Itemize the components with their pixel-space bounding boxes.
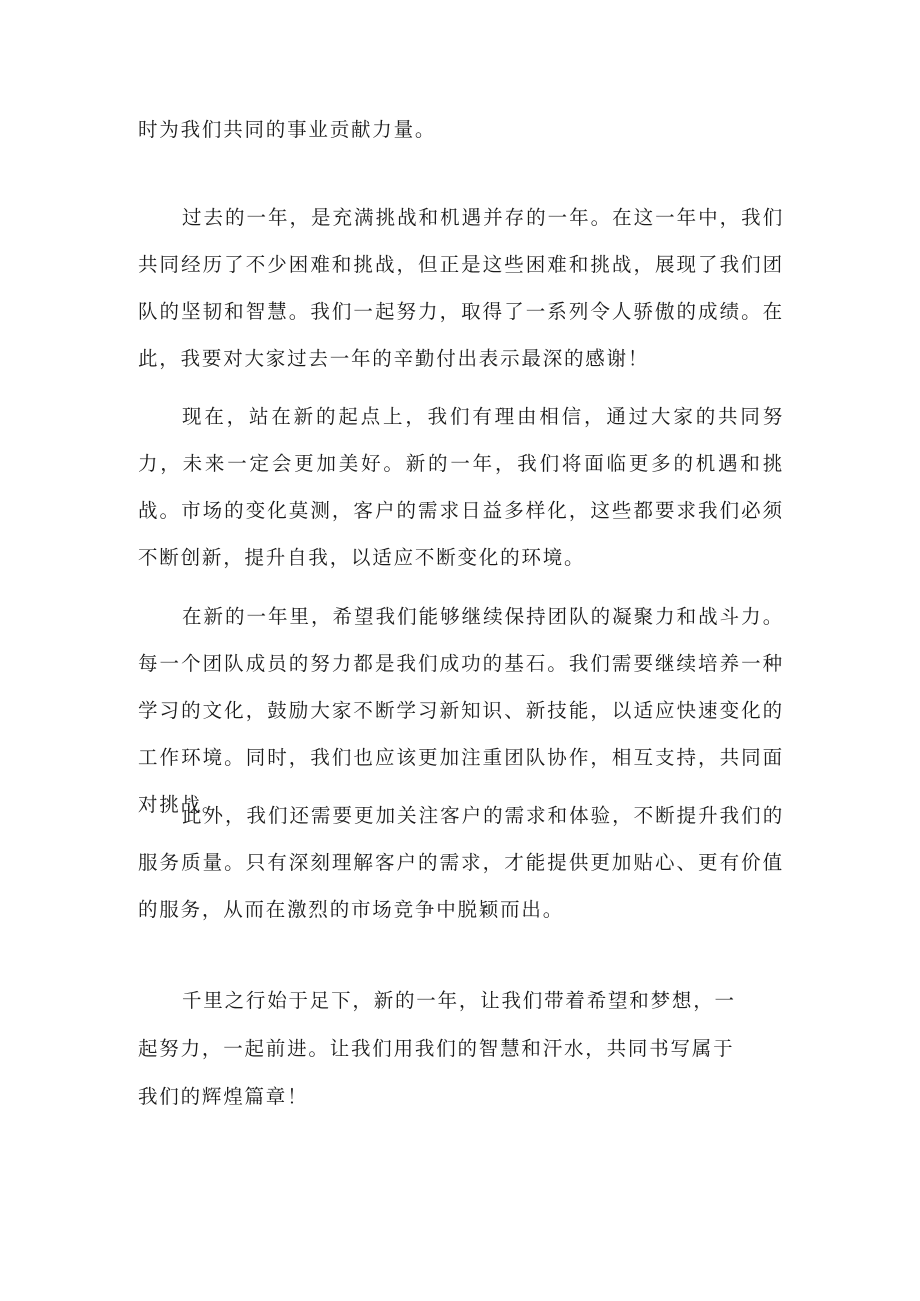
paragraph-closing: 千里之行始于足下，新的一年，让我们带着希望和梦想，一起努力，一起前进。让我们用我们的智慧和汗水，共同书写属于我们的辉煌篇章！ [138, 989, 736, 1108]
paragraph-continuation: 时为我们共同的事业贡献力量。 [138, 118, 437, 141]
paragraph-teamwork: 在新的一年里，希望我们能够继续保持团队的凝聚力和战斗力。每一个团队成员的努力都是我们成功的基石。我们需要继续培养一种学习的文化，鼓励大家不断学习新知识、新技能，以适应快速变化的工作环境。同时，我们也应该更加注重团队协作，相互支持，共同面对挑战。 [138, 605, 784, 816]
paragraph-past-year: 过去的一年，是充满挑战和机遇并存的一年。在这一年中，我们共同经历了不少困难和挑战，但正是这些困难和挑战，展现了我们团队的坚韧和智慧。我们一起努力，取得了一系列令人骄傲的成绩。在此，我要对大家过去一年的辛勤付出表示最深的感谢！ [138, 206, 784, 370]
paragraph-new-start: 现在，站在新的起点上，我们有理由相信，通过大家的共同努力，未来一定会更加美好。新的一年，我们将面临更多的机遇和挑战。市场的变化莫测，客户的需求日益多样化，这些都要求我们必须不断创新，提升自我，以适应不断变化的环境。 [138, 405, 784, 569]
paragraph-customer-focus: 此外，我们还需要更加关注客户的需求和体验，不断提升我们的服务质量。只有深刻理解客户的需求，才能提供更加贴心、更有价值的服务，从而在激烈的市场竞争中脱颖而出。 [138, 804, 784, 921]
